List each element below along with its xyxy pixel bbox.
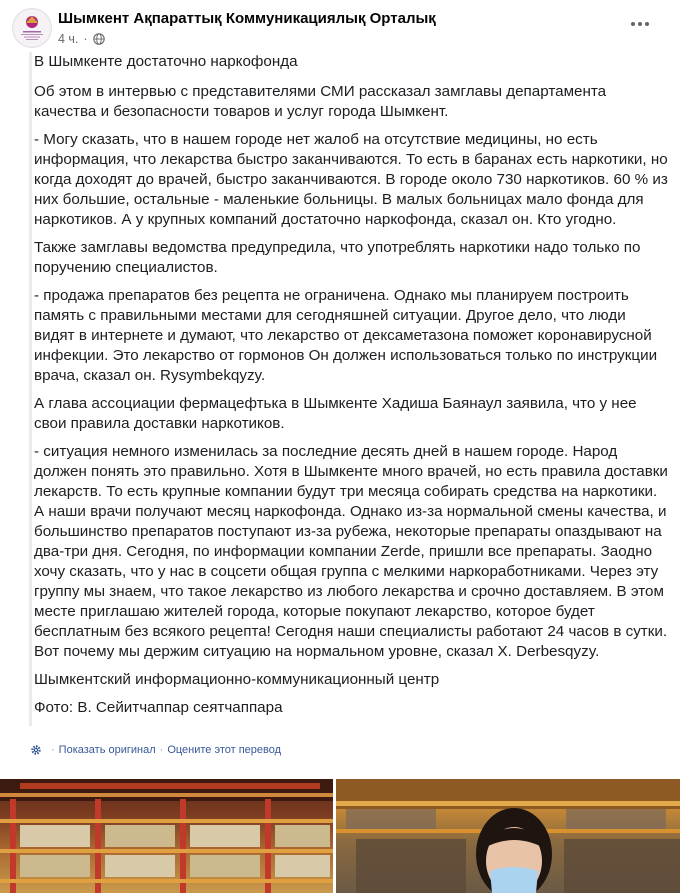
translation-bar [30,744,281,756]
warehouse-photo[interactable] [0,779,333,893]
post-text [29,52,668,726]
post-paragraph: - продажа препаратов без рецепта не ограничена. Однако мы планируем построить память с правильными местами для сегодняшней ситуации. Другое дело, что люди видят в интернете и думают, что лекарство от дексаметазона поможет коронавирусной инфекции. Это лекарство от гормонов Он должен использоваться только по инструкции врача, сказал он. Rysymbekqyzy. [34,287,658,384]
post-paragraph: Об этом в интервью с представителями СМИ рассказал замглавы департамента качества и безопасности товаров и услуг города Шымкент. [34,83,607,120]
translation-separator: · [51,744,55,756]
more-options-icon[interactable] [626,14,654,34]
post-meta [58,32,105,46]
post-paragraph: Также замглавы ведомства предупредила, что употреблять наркотики надо только по поручению специалистов. [34,239,641,276]
post-paragraph: - ситуация немного изменилась за последние десять дней в нашем городе. Народ должен понять это правильно. Хотя в Шымкенте много врачей, но есть правила доставки лекарств. То есть крупные компании будут три месяца собирать средства на наркотики. А наши врачи получают месяц наркофонда. Однако из-за нормальной смены качества, и большинство препаратов поступают из-за рубежа, некоторые препараты опаздывают на два-три дня. Сегодня, по информации компании Zerde, пришли все препараты. Заодно хочу сказать, что у нас в соцсети общая группа с мелкими наркоработниками. Через эту группу мы знаем, что такое лекарство из любого лекарства и срочно доставляем. В этом месте приглашаю жителей города, которые покупают лекарство, которое будет бесплатным без всякого рецепта! Сегодня наши специалисты работают 24 часов в сутки. Вот почему мы держим ситуацию на нормальном уровне, сказал Х. Derbesqyzy. [34,443,668,660]
post-paragraph: Шымкентский информационно-коммуникационный центр [34,671,440,688]
post-paragraph: В Шымкенте достаточно наркофонда [34,53,298,70]
meta-separator: · [83,32,88,46]
warehouse-image [0,779,333,893]
post-paragraph: Фото: В. Сейитчаппар сеятчаппара [34,699,283,716]
logo-icon [13,9,51,47]
rate-translation-link[interactable]: Оцените этот перевод [167,744,282,756]
woman-masked-photo[interactable] [336,779,680,893]
photo-grid [0,779,680,893]
post-paragraph: А глава ассоциации фермацефтька в Шымкенте Хадиша Баянаул заявила, что у нее свои правила доставки наркотиков. [34,395,637,432]
globe-icon[interactable] [93,33,105,45]
post-paragraph: - Могу сказать, что в нашем городе нет жалоб на отсутствие медицины, но есть информация, что лекарства быстро заканчиваются. То есть в баранах есть наркотики, но когда доходят до врачей, быстро заканчиваются. В городе около 730 наркотиков. 60 % из них большие, остальные - маленькие больницы. В малых больницах мало фонда для наркотиков. А у крупных компаний достаточно наркофонда, сказал он. Кто угодно. [34,131,668,228]
page-avatar[interactable] [12,8,52,48]
show-original-link[interactable]: Показать оригинал [58,744,156,756]
gear-icon[interactable] [30,744,42,756]
post-time[interactable]: 4 ч. [58,32,79,46]
post-header [0,0,680,56]
woman-image [336,779,680,893]
page-name[interactable]: Шымкент Ақпараттық Коммуникациялық Орталық [58,10,436,27]
translation-separator: · [159,744,164,756]
